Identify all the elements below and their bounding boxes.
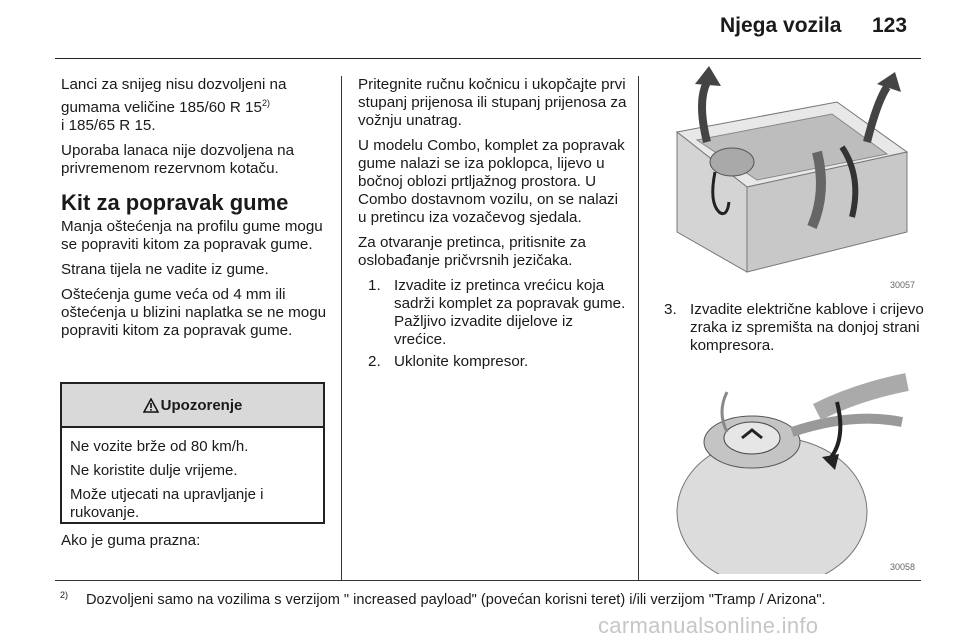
step-text: Izvadite električne kablove i crijevo zraka iz spremišta na donjoj strani kompresora.	[690, 301, 924, 354]
column-divider-2	[638, 76, 639, 580]
footnote-rule	[55, 580, 921, 581]
step-text: Izvadite iz pretinca vrećicu koja sadrži komplet za popravak gume. Pažljivo izvadite dijelove iz vrećice.	[394, 277, 626, 348]
snow-chain-tail: i 185/65 R 15.	[61, 117, 156, 135]
damage-size-paragraph: Oštećenja gume veća od 4 mm ili oštećenja u blizini naplatka se ne mogu popraviti kitom za popravak gume.	[61, 286, 327, 340]
footnote	[60, 590, 826, 608]
steps-list-continued	[664, 301, 924, 355]
warning-title: Upozorenje	[160, 396, 243, 414]
footnote-ref: 2)	[261, 98, 270, 108]
spare-wheel-paragraph: Uporaba lanaca nije dozvoljena na privremenom rezervnom kotaču.	[61, 142, 295, 178]
step-text: Uklonite kompresor.	[394, 353, 529, 370]
column-right	[664, 301, 924, 359]
open-compartment-paragraph: Za otvaranje pretinca, pritisnite za oslobađanje pričvrsnih jezičaka.	[358, 234, 586, 269]
handbrake-paragraph: Pritegnite ručnu kočnicu i ukopčajte prvi stupanj prijenosa ili stupanj prijenosa za vožnju unatrag.	[358, 76, 627, 129]
warning-line: Ne vozite brže od 80 km/h.	[70, 438, 249, 455]
warning-line: Ne koristite dulje vrijeme.	[70, 462, 238, 479]
section-heading: Kit za popravak gume	[61, 190, 289, 216]
warning-box	[60, 382, 325, 524]
step-item	[368, 277, 628, 349]
column-divider-1	[341, 76, 342, 580]
figure-number: 30057	[889, 280, 915, 290]
warning-triangle-icon	[143, 398, 159, 413]
page-header-title: Njega vozila	[720, 14, 842, 37]
step-number: 1.	[368, 277, 381, 294]
flat-tyre-label: Ako je guma prazna:	[61, 532, 201, 549]
footnote-text: Dozvoljeni samo na vozilima s verzijom " increased payload" (povećan korisni teret) i/ili verzijom "Tramp / Arizona".	[86, 591, 826, 608]
warning-body	[62, 428, 323, 522]
steps-list	[358, 277, 628, 371]
compressor-compartment-illustration	[657, 62, 919, 292]
compressor-drawing	[657, 362, 919, 574]
footnote-marker: 2)	[60, 590, 69, 600]
step-number: 3.	[664, 301, 677, 318]
foreign-objects-paragraph: Strana tijela ne vadite iz gume.	[61, 261, 269, 279]
snow-chain-paragraph	[61, 76, 331, 135]
repair-kit-intro: Manja oštećenja na profilu gume mogu se popraviti kitom za popravak gume.	[61, 218, 323, 254]
kit-location-paragraph: U modelu Combo, komplet za popravak gume nalazi se iza poklopca, lijevo u bočnoj oblozi prtljažnog prostora. U Combo dostavnom vozilu, on se nalazi u pretincu iza vozačevog sjedala.	[358, 137, 625, 226]
page-number: 123	[872, 14, 908, 37]
column-left	[61, 76, 331, 347]
watermark: carmanualsonline.info	[598, 613, 819, 638]
warning-header	[62, 384, 323, 428]
step-number: 2.	[368, 353, 381, 370]
warning-line: Može utjecati na upravljanje i rukovanje.	[70, 486, 264, 521]
snow-chain-text: Lanci za snijeg nisu dozvoljeni na gumama veličine 185/60 R 15	[61, 76, 287, 117]
figure-number: 30058	[889, 562, 915, 572]
step-item	[368, 353, 628, 371]
compressor-underside-illustration	[657, 362, 919, 574]
column-middle	[358, 76, 628, 375]
compartment-drawing	[657, 62, 919, 292]
step-item	[664, 301, 924, 355]
header-rule	[55, 58, 921, 59]
